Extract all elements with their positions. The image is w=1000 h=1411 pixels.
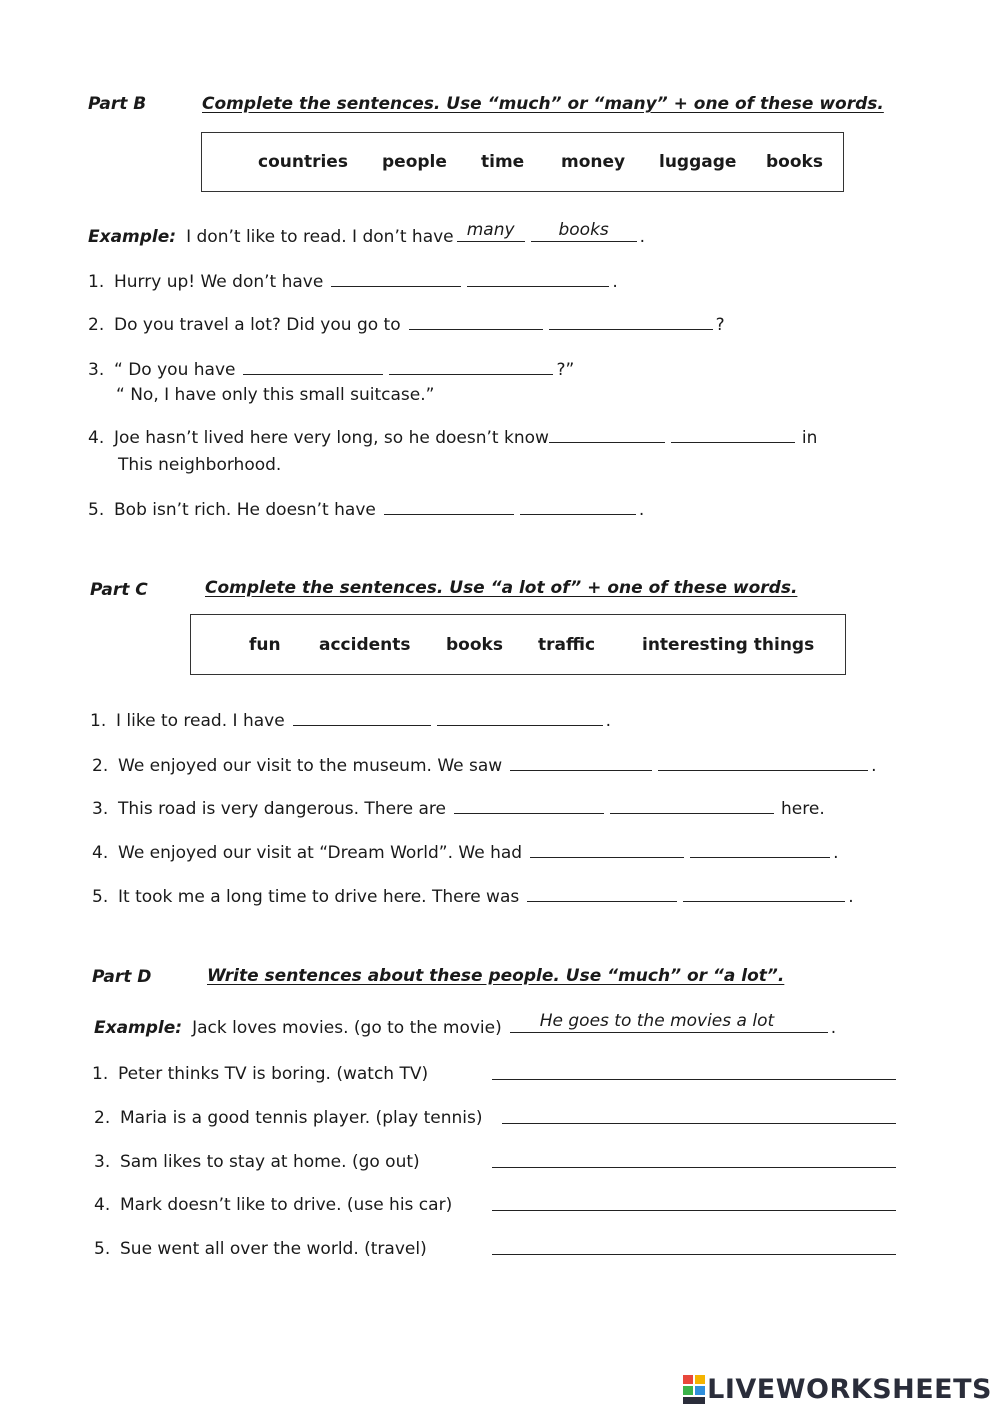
item-end: . — [848, 887, 854, 907]
answer-blank[interactable] — [658, 756, 868, 771]
part-d-item-1 — [92, 1064, 428, 1084]
part-d-instruction: Write sentences about these people. Use “much” or “a lot”. — [207, 966, 785, 986]
item-text: Sue went all over the world. (travel) — [120, 1239, 427, 1259]
item-text: Hurry up! We don’t have — [114, 272, 324, 292]
word-bank-item: books — [766, 152, 823, 172]
answer-blank[interactable] — [530, 843, 684, 858]
part-b-item-3-reply: “ No, I have only this small suitcase.” — [116, 385, 435, 405]
word-bank-item: time — [481, 152, 525, 172]
word-bank-item: countries — [258, 152, 348, 172]
example-answer-1: many — [466, 220, 515, 240]
item-text: “ Do you have — [114, 360, 236, 380]
answer-blank[interactable] — [467, 272, 609, 287]
answer-line[interactable] — [492, 1254, 896, 1255]
answer-blank[interactable] — [454, 799, 604, 814]
answer-blank[interactable] — [683, 887, 845, 902]
item-end: in — [801, 428, 818, 448]
example-answer: He goes to the movies a lot — [539, 1011, 775, 1031]
item-number: 5. — [92, 887, 109, 907]
item-end: . — [833, 843, 839, 863]
example-answer-blank — [531, 220, 637, 242]
item-number: 4. — [88, 428, 105, 448]
part-c-item-5 — [92, 887, 854, 907]
part-b-item-4 — [88, 428, 817, 448]
part-d-item-3 — [94, 1152, 420, 1172]
part-d-item-2 — [94, 1108, 482, 1128]
example-answer-blank — [510, 1011, 828, 1033]
part-b-item-4-line2: This neighborhood. — [118, 455, 282, 475]
word-bank-item: fun — [249, 634, 281, 655]
item-text: I like to read. I have — [116, 711, 285, 731]
answer-blank[interactable] — [510, 756, 652, 771]
example-text: I don’t like to read. I don’t have — [186, 227, 454, 247]
answer-blank[interactable] — [293, 711, 431, 726]
item-end: ? — [715, 315, 725, 335]
part-c-instruction: Complete the sentences. Use “a lot of” + one of these words. — [205, 578, 798, 598]
item-end: . — [638, 500, 645, 520]
part-c-word-box — [190, 614, 846, 675]
item-text: It took me a long time to drive here. There was — [118, 887, 520, 907]
example-text: Jack loves movies. (go to the movie) — [192, 1018, 502, 1038]
word-bank-item: accidents — [319, 634, 411, 655]
item-end: ?” — [556, 360, 575, 380]
part-c-item-1 — [90, 711, 611, 731]
answer-blank[interactable] — [690, 843, 830, 858]
item-number: 2. — [88, 315, 105, 335]
part-b-item-2 — [88, 315, 725, 335]
word-bank-item: luggage — [659, 152, 737, 172]
item-text: Bob isn’t rich. He doesn’t have — [114, 500, 376, 520]
answer-blank[interactable] — [549, 428, 665, 443]
answer-blank[interactable] — [384, 500, 514, 515]
item-text: We enjoyed our visit at “Dream World”. We had — [118, 843, 523, 863]
part-d-example — [94, 1011, 837, 1038]
liveworksheets-logo[interactable] — [683, 1374, 992, 1405]
answer-blank[interactable] — [243, 360, 383, 375]
example-label: Example: — [94, 1018, 183, 1038]
answer-blank[interactable] — [610, 799, 774, 814]
answer-blank[interactable] — [549, 315, 713, 330]
answer-blank[interactable] — [671, 428, 795, 443]
liveworksheets-logo-icon — [683, 1375, 707, 1405]
part-b-item-3 — [88, 360, 574, 380]
answer-blank[interactable] — [437, 711, 603, 726]
item-number: 1. — [90, 711, 107, 731]
item-text: Do you travel a lot? Did you go to — [114, 315, 401, 335]
liveworksheets-logo-text: LIVEWORKSHEETS — [707, 1374, 992, 1405]
example-label: Example: — [88, 227, 177, 247]
item-text: This road is very dangerous. There are — [118, 799, 447, 819]
item-number: 2. — [92, 756, 109, 776]
part-c-item-2 — [92, 756, 877, 776]
answer-blank[interactable] — [520, 500, 636, 515]
answer-blank[interactable] — [409, 315, 543, 330]
part-c-label: Part C — [90, 580, 148, 600]
item-number: 4. — [94, 1195, 111, 1215]
example-end: . — [639, 227, 646, 247]
part-b-item-1 — [88, 272, 618, 292]
item-text: We enjoyed our visit to the museum. We saw — [118, 756, 503, 776]
word-bank-item: interesting things — [642, 634, 815, 655]
example-end: . — [830, 1018, 837, 1038]
part-b-word-box — [201, 132, 844, 192]
answer-line[interactable] — [492, 1167, 896, 1168]
item-text: Maria is a good tennis player. (play tennis) — [120, 1108, 483, 1128]
item-number: 1. — [88, 272, 105, 292]
word-bank-item: people — [382, 152, 447, 172]
item-number: 5. — [94, 1239, 111, 1259]
item-number: 1. — [92, 1064, 109, 1084]
item-number: 4. — [92, 843, 109, 863]
answer-line[interactable] — [502, 1123, 896, 1124]
part-b-label: Part B — [88, 94, 147, 114]
part-d-label: Part D — [92, 967, 152, 987]
part-b-item-5 — [88, 500, 644, 520]
item-text: Joe hasn’t lived here very long, so he doesn’t know — [114, 428, 549, 448]
part-d-item-4 — [94, 1195, 452, 1215]
answer-blank[interactable] — [389, 360, 553, 375]
word-bank-item: books — [446, 634, 503, 655]
item-text: Sam likes to stay at home. (go out) — [120, 1152, 420, 1172]
item-text: Peter thinks TV is boring. (watch TV) — [118, 1064, 429, 1084]
part-b-example — [88, 220, 646, 247]
part-b-instruction: Complete the sentences. Use “much” or “many” + one of these words. — [202, 94, 884, 114]
item-end: . — [612, 272, 618, 292]
item-number: 5. — [88, 500, 105, 520]
item-number: 3. — [94, 1152, 111, 1172]
item-text: Mark doesn’t like to drive. (use his car) — [120, 1195, 453, 1215]
item-end: here. — [781, 799, 825, 819]
answer-line[interactable] — [492, 1079, 896, 1080]
word-bank-item: money — [561, 152, 626, 172]
answer-blank[interactable] — [527, 887, 677, 902]
item-number: 3. — [88, 360, 105, 380]
answer-line[interactable] — [492, 1210, 896, 1211]
part-c-item-3 — [92, 799, 825, 819]
item-end: . — [605, 711, 612, 731]
example-answer-2: books — [558, 220, 609, 240]
answer-blank[interactable] — [331, 272, 461, 287]
item-end: . — [871, 756, 877, 776]
part-d-item-5 — [94, 1239, 427, 1259]
part-c-item-4 — [92, 843, 838, 863]
item-number: 2. — [94, 1108, 111, 1128]
example-answer-blank — [457, 220, 525, 242]
word-bank-item: traffic — [538, 634, 596, 655]
item-number: 3. — [92, 799, 109, 819]
